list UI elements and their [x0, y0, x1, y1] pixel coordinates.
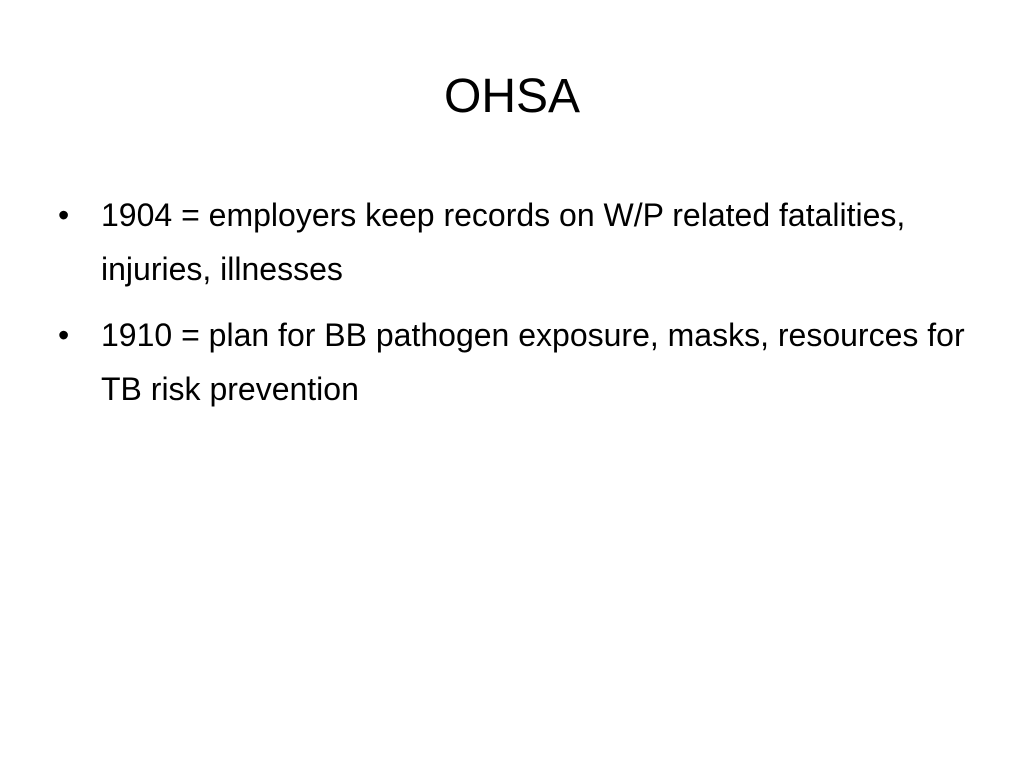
bullet-list — [58, 188, 978, 428]
list-item — [58, 188, 978, 296]
bullet-icon: • — [58, 317, 70, 353]
list-item — [58, 308, 978, 416]
bullet-text: 1904 = employers keep records on W/P related fatalities, injuries, illnesses — [101, 197, 906, 287]
slide-title: OHSA — [443, 70, 581, 123]
bullet-icon: • — [58, 197, 70, 233]
bullet-text: 1910 = plan for BB pathogen exposure, masks, resources for TB risk prevention — [101, 317, 965, 407]
